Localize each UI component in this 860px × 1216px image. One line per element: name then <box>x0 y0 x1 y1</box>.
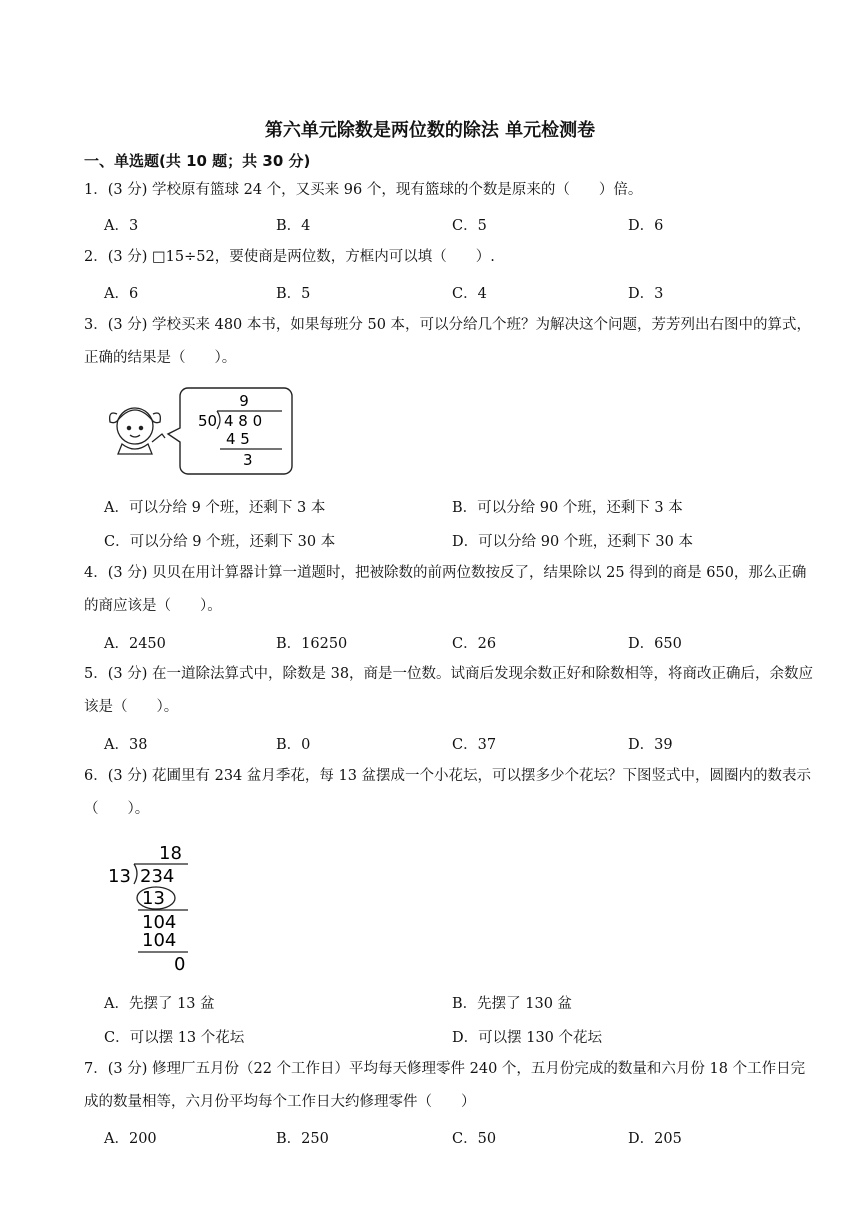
option-d: D．6 <box>628 218 664 234</box>
remainder-number: 3 <box>243 451 253 469</box>
quotient-number: 18 <box>159 843 182 864</box>
option-d: D．650 <box>628 636 682 652</box>
option-b: B．可以分给 90 个班，还剩下 3 本 <box>452 500 683 516</box>
question-3-figure <box>100 384 300 476</box>
question-1: 1．(3 分) 学校原有篮球 24 个，又买来 96 个，现有篮球的个数是原来的（ ）倍。 <box>84 182 643 198</box>
option-d: D．可以摆 130 个花坛 <box>452 1030 603 1046</box>
option-c: C．37 <box>452 737 497 753</box>
question-6-options-row-2 <box>104 1026 824 1050</box>
option-d: D．可以分给 90 个班，还剩下 30 本 <box>452 534 693 550</box>
option-b: B．16250 <box>276 636 348 652</box>
question-3-options-row-2 <box>104 530 824 554</box>
option-b: B．250 <box>276 1131 329 1147</box>
partial-product: 104 <box>142 930 177 951</box>
option-a: A．2450 <box>104 636 166 652</box>
question-5-options <box>104 733 824 757</box>
question-6-figure <box>104 840 204 976</box>
question-4-options <box>104 632 824 656</box>
option-a: A．先摆了 13 盆 <box>104 996 215 1012</box>
option-b: B．4 <box>276 218 311 234</box>
option-c: C．可以摆 13 个花坛 <box>104 1030 245 1046</box>
option-c: C．5 <box>452 218 487 234</box>
dividend-number: 4 8 0 <box>224 412 263 430</box>
option-c: C．4 <box>452 286 487 302</box>
quotient-digit: 9 <box>239 392 249 410</box>
option-c: C．可以分给 9 个班，还剩下 30 本 <box>104 534 336 550</box>
question-7: 7．(3 分) 修理厂五月份（22 个工作日）平均每天修理零件 240 个，五月份完成的数量和六月份 18 个工作日完成的数量相等，六月份平均每个工作日大约修理零件（ ） <box>84 1061 806 1110</box>
divisor-number: 13 <box>108 866 131 887</box>
option-a: A．200 <box>104 1131 157 1147</box>
question-3: 3．(3 分) 学校买来 480 本书，如果每班分 50 本，可以分给几个班？为解决这个问题，芳芳列出右图中的算式，正确的结果是（ ）。 <box>84 317 812 366</box>
girl-cartoon-icon <box>110 408 165 454</box>
option-d: D．39 <box>628 737 673 753</box>
option-a: A．6 <box>104 286 139 302</box>
remainder-number: 0 <box>174 954 186 975</box>
question-6-options-row-1 <box>104 992 824 1016</box>
document-title: 第六单元除数是两位数的除法 单元检测卷 <box>264 120 596 141</box>
question-1-options <box>104 214 824 238</box>
question-4: 4．(3 分) 贝贝在用计算器计算一道题时，把被除数的前两位数按反了，结果除以 25 得到的商是 650，那么正确的商应该是（ ）。 <box>84 565 807 614</box>
dividend-number: 234 <box>140 866 175 887</box>
section-heading: 一、单选题(共 10 题；共 30 分) <box>84 152 311 170</box>
option-c: C．26 <box>452 636 497 652</box>
question-3-options-row-1 <box>104 496 824 520</box>
option-b: B．先摆了 130 盆 <box>452 996 573 1012</box>
question-6: 6．(3 分) 花圃里有 234 盆月季花，每 13 盆摆成一个小花坛，可以摆多少个花坛？下图竖式中，圆圈内的数表示（ ）。 <box>84 768 812 817</box>
option-d: D．3 <box>628 286 664 302</box>
question-2: 2．(3 分) □15÷52，要使商是两位数，方框内可以填（ ）. <box>84 249 495 265</box>
option-b: B．0 <box>276 737 311 753</box>
option-a: A．3 <box>104 218 139 234</box>
option-a: A．可以分给 9 个班，还剩下 3 本 <box>104 500 326 516</box>
question-7-options <box>104 1127 824 1151</box>
question-5: 5．(3 分) 在一道除法算式中，除数是 38，商是一位数。试商后发现余数正好和除数相等，将商改正确后，余数应该是（ ）。 <box>84 666 814 715</box>
option-c: C．50 <box>452 1131 497 1147</box>
option-a: A．38 <box>104 737 148 753</box>
option-d: D．205 <box>628 1131 682 1147</box>
partial-dividend: 104 <box>142 912 177 933</box>
product-number: 4 5 <box>226 430 250 448</box>
circled-number: 13 <box>142 888 165 909</box>
option-b: B．5 <box>276 286 311 302</box>
divisor-number: 50 <box>198 412 218 430</box>
question-2-options <box>104 282 824 306</box>
